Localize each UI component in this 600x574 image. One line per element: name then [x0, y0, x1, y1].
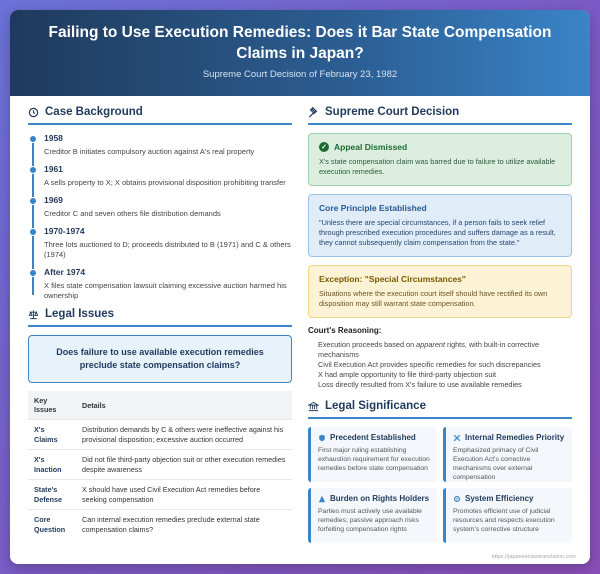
list-item: Execution proceeds based on apparent rights, with built-in corrective mechanisms	[318, 340, 540, 359]
table-header: Details	[76, 391, 292, 420]
page-subtitle: Supreme Court Decision of February 23, 1982	[202, 69, 398, 80]
significance-card: System Efficiency Promotes efficient use of judicial resources and respects execution system's corrective structure	[443, 488, 572, 543]
reasoning-list	[308, 340, 572, 390]
significance-heading: Legal Significance	[308, 400, 572, 419]
timeline-item: After 1974 X files state compensation lawsuit claiming excessive auction harmed his ownership	[44, 267, 292, 301]
decision-heading: Supreme Court Decision	[308, 106, 572, 125]
case-background-heading: Case Background	[28, 106, 292, 125]
right-column	[308, 106, 572, 543]
table-row: State's Defense X should have used Civil Execution Act remedies before seeking compensation	[28, 480, 292, 510]
check-circle-icon: ✓	[319, 142, 329, 152]
tools-icon	[453, 434, 461, 442]
appeal-dismissed-box: ✓ Appeal Dismissed X's state compensation claim was barred due to failure to utilize available execution remedies.	[308, 133, 572, 186]
footer-url: https://japaneselawtranslation.com	[491, 554, 576, 560]
significance-grid	[308, 427, 572, 543]
list-item: Civil Execution Act provides specific remedies for such discrepancies	[318, 360, 541, 369]
shield-icon	[318, 434, 326, 442]
table-row: X's Inaction Did not file third-party objection suit or other execution remedies despite awareness	[28, 450, 292, 480]
institution-icon	[308, 401, 319, 412]
list-item: X had ample opportunity to file third-party objection suit	[318, 370, 497, 379]
table-header: Key Issues	[28, 391, 76, 420]
timeline	[28, 133, 292, 301]
page-title: Failing to Use Execution Remedies: Does it Bar State Compensation Claims in Japan?	[48, 24, 552, 62]
timeline-item: 1961 A sells property to X; X obtains provisional disposition prohibiting transfer	[44, 164, 292, 188]
core-principle-box: Core Principle Established "Unless there are special circumstances, if a person fails to seek relief through prescribed execution procedures and suffers damage as a result, they cannot subsequently claim compensation from the state."	[308, 194, 572, 257]
core-question-box: Does failure to use available execution remedies preclude state compensation claims?	[28, 335, 292, 383]
exception-box: Exception: "Special Circumstances" Situations where the execution court itself should have rectified its own disposition may still warrant state compensation.	[308, 265, 572, 318]
scale-icon	[28, 309, 39, 320]
cogs-icon	[453, 495, 461, 503]
legal-issues-heading: Legal Issues	[28, 308, 292, 327]
warning-icon	[318, 495, 326, 503]
list-item: Loss directly resulted from X's failure to use available remedies	[318, 380, 522, 389]
header	[10, 10, 590, 96]
significance-card: Burden on Rights Holders Parties must actively use available remedies; passive approach risks forfeiting compensation rights	[308, 488, 437, 543]
table-row: X's Claims Distribution demands by C & others were ineffective against his provisional disposition; excessive auction occurred	[28, 420, 292, 450]
gavel-icon	[308, 107, 319, 118]
history-icon	[28, 107, 39, 118]
timeline-item: 1969 Creditor C and seven others file distribution demands	[44, 195, 292, 219]
significance-card: Precedent Established First major ruling establishing exhaustion requirement for execution remedies before state compensation	[308, 427, 437, 482]
significance-card: Internal Remedies Priority Emphasized primacy of Civil Execution Act's corrective mechanisms over external compensation	[443, 427, 572, 482]
left-column	[28, 106, 292, 539]
reasoning-title: Court's Reasoning:	[308, 326, 382, 335]
issues-table	[28, 391, 292, 539]
timeline-item: 1970-1974 Three lots auctioned to D; proceeds distributed to B (1971) and C & others (1974)	[44, 226, 291, 259]
timeline-item: 1958 Creditor B initiates compulsory auction against A's real property	[44, 133, 292, 157]
main-card	[10, 10, 590, 564]
table-row: Core Question Can internal execution remedies preclude external state compensation claims?	[28, 510, 292, 540]
